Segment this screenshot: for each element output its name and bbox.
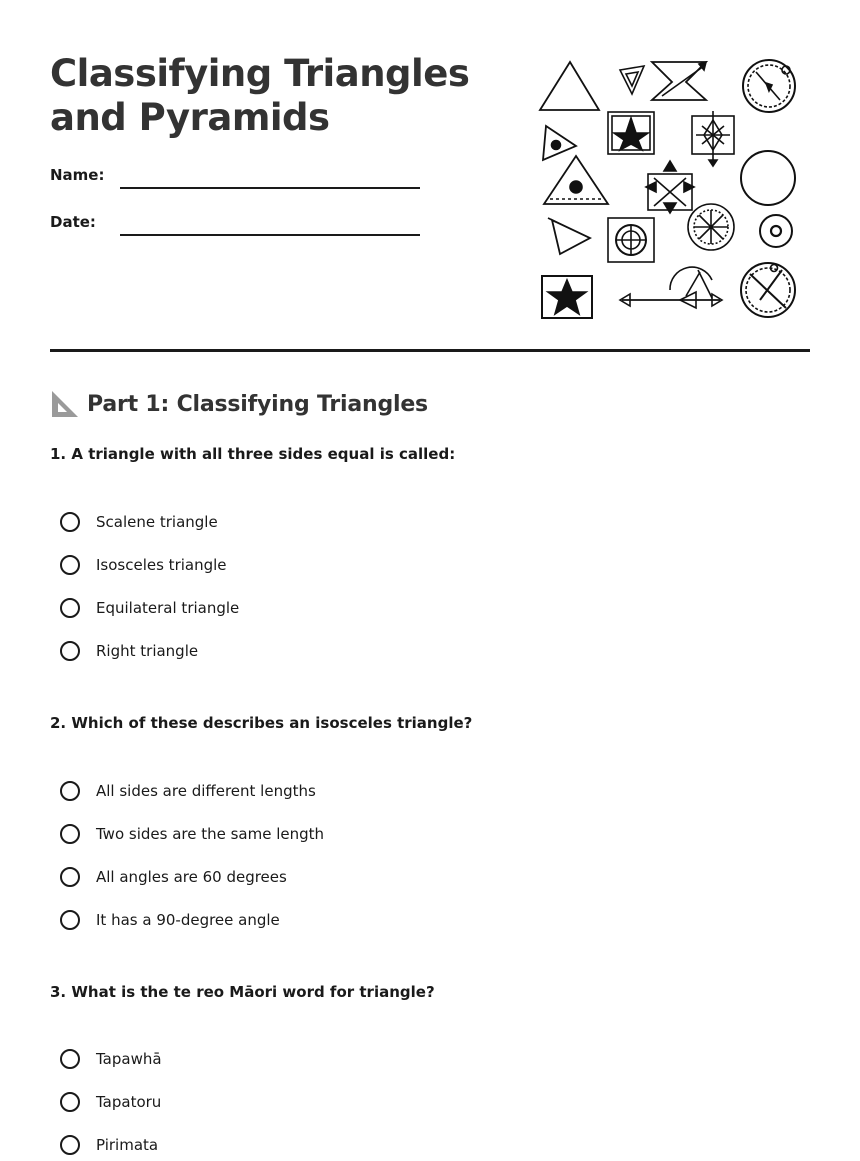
worksheet-title	[50, 52, 469, 140]
title-line-2: and Pyramids	[50, 96, 330, 139]
option-label: It has a 90-degree angle	[96, 911, 280, 929]
q2-option-2[interactable]	[60, 821, 324, 847]
radio-button[interactable]	[60, 781, 80, 801]
option-label: Tapawhā	[96, 1050, 162, 1068]
option-label: All sides are different lengths	[96, 782, 316, 800]
name-field-line[interactable]	[120, 187, 420, 189]
radio-button[interactable]	[60, 598, 80, 618]
part1-title: Part 1: Classifying Triangles	[87, 391, 428, 417]
radio-button[interactable]	[60, 512, 80, 532]
name-label: Name:	[50, 166, 105, 184]
maori-geometric-patterns-illustration	[536, 56, 802, 324]
header-divider	[50, 349, 810, 352]
q2-option-1[interactable]	[60, 778, 316, 804]
question-3: 3. What is the te reo Māori word for triangle?	[50, 983, 435, 1001]
question-2: 2. Which of these describes an isosceles triangle?	[50, 714, 473, 732]
part1-heading	[50, 388, 428, 420]
q1-option-1[interactable]	[60, 509, 218, 535]
option-label: Tapatoru	[96, 1093, 162, 1111]
q1-option-2[interactable]	[60, 552, 227, 578]
date-label: Date:	[50, 213, 96, 231]
radio-button[interactable]	[60, 910, 80, 930]
set-square-icon	[50, 389, 80, 419]
radio-button[interactable]	[60, 1135, 80, 1155]
radio-button[interactable]	[60, 641, 80, 661]
option-label: Right triangle	[96, 642, 199, 660]
q3-option-2[interactable]	[60, 1089, 161, 1115]
option-label: Pirimata	[96, 1136, 159, 1154]
date-field-line[interactable]	[120, 234, 420, 236]
option-label: Isosceles triangle	[96, 556, 227, 574]
q2-option-4[interactable]	[60, 907, 280, 933]
radio-button[interactable]	[60, 555, 80, 575]
q1-option-4[interactable]	[60, 638, 198, 664]
option-label: Scalene triangle	[96, 513, 218, 531]
q2-option-3[interactable]	[60, 864, 287, 890]
option-label: All angles are 60 degrees	[96, 868, 287, 886]
radio-button[interactable]	[60, 824, 80, 844]
question-1: 1. A triangle with all three sides equal is called:	[50, 445, 456, 463]
q3-option-3[interactable]	[60, 1132, 158, 1158]
radio-button[interactable]	[60, 1092, 80, 1112]
q1-option-3[interactable]	[60, 595, 239, 621]
radio-button[interactable]	[60, 867, 80, 887]
title-line-1: Classifying Triangles	[50, 52, 470, 95]
option-label: Equilateral triangle	[96, 599, 240, 617]
radio-button[interactable]	[60, 1049, 80, 1069]
option-label: Two sides are the same length	[96, 825, 325, 843]
q3-option-1[interactable]	[60, 1046, 162, 1072]
